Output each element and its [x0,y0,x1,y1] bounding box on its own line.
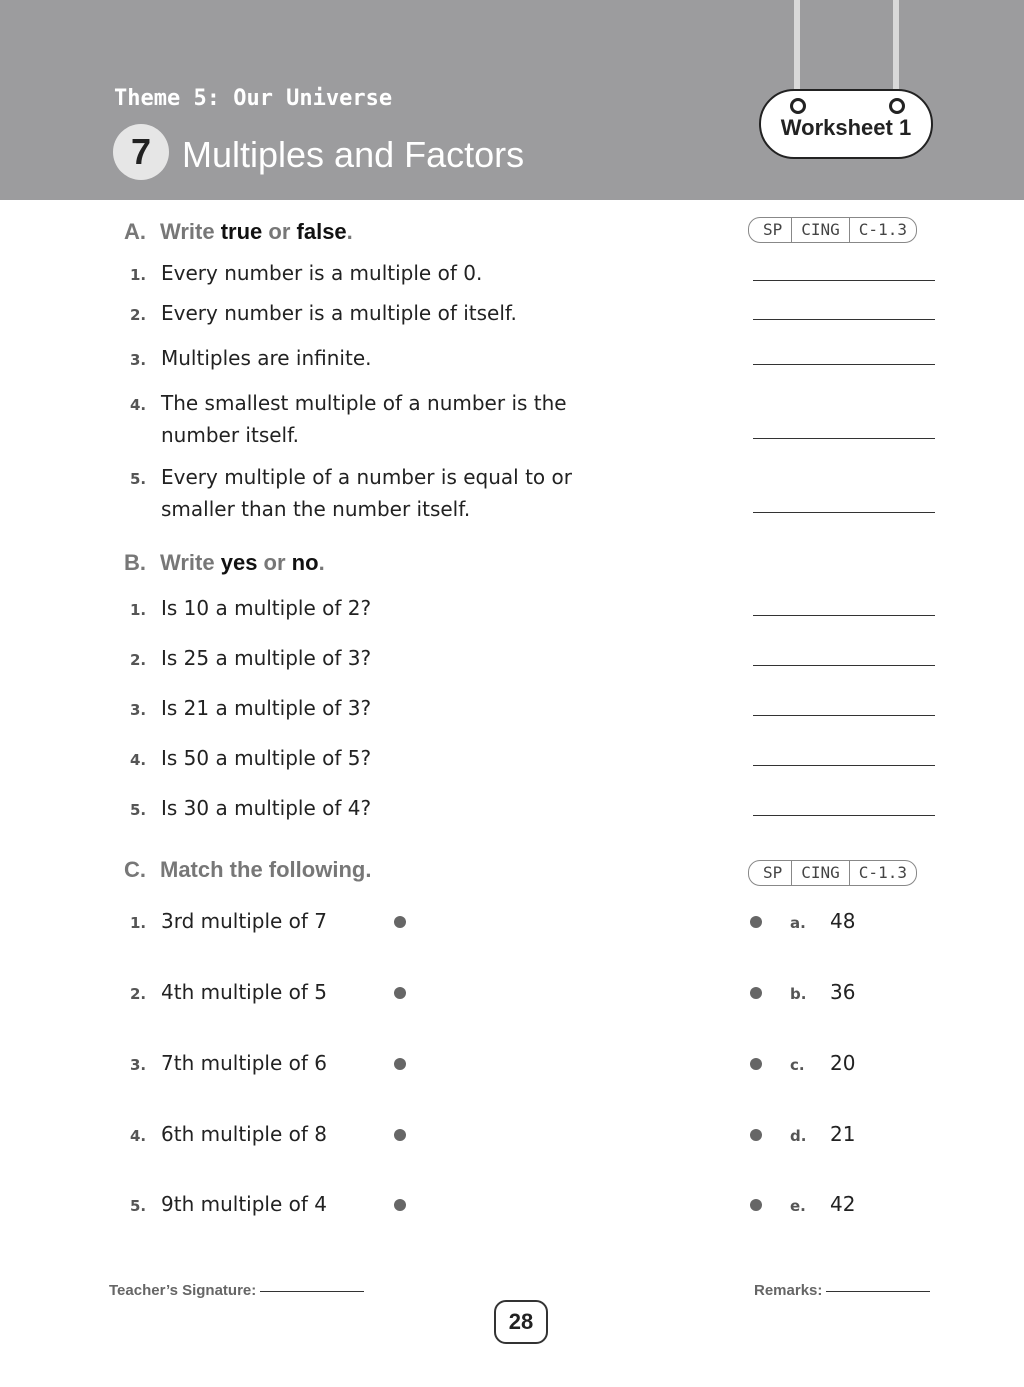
page-number [494,1300,548,1344]
match-dot-left-4[interactable] [394,1129,406,1141]
match-dot-left-1[interactable] [394,916,406,928]
question-number: 1. [130,914,147,932]
heading-text: . [346,219,353,244]
question-text-cont: number itself. [161,423,300,447]
answer-line-b3[interactable] [753,715,935,716]
header-banner [0,0,1024,200]
question-text: Is 10 a multiple of 2? [161,596,372,620]
signature-label: Teacher’s Signature: [109,1282,257,1299]
question-number: 5. [130,470,147,488]
answer-line-a1[interactable] [753,280,935,281]
match-dot-left-5[interactable] [394,1199,406,1211]
answer-line-b1[interactable] [753,615,935,616]
match-right-c [790,1048,855,1080]
heading-text: or [262,219,297,244]
answer-line-b2[interactable] [753,665,935,666]
question-text: Every number is a multiple of itself. [161,301,517,325]
question-number: 5. [130,801,147,819]
chapter-number: 7 [113,124,169,180]
section-c-heading [124,857,371,883]
option-text: 20 [830,1051,856,1075]
worksheet-label: Worksheet 1 [780,115,912,140]
heading-keyword: yes [220,550,258,575]
badge-hole-right [889,98,905,114]
option-letter: d. [790,1127,807,1145]
question-text: The smallest multiple of a number is the [161,391,567,415]
question-text: Is 30 a multiple of 4? [161,796,372,820]
answer-line-b4[interactable] [753,765,935,766]
match-left-3 [130,1048,327,1080]
skill-tag: C-1.3 [849,218,916,242]
heading-text: Match the following. [160,857,372,882]
theme-title: Theme 5: Our Universe [114,86,393,111]
question-text: Is 21 a multiple of 3? [161,696,372,720]
heading-text: . [318,550,325,575]
skill-tag: CING [791,218,849,242]
skill-tags-c [748,860,917,886]
skill-tag: C-1.3 [849,861,916,885]
heading-text: or [257,550,292,575]
section-letter: B. [124,550,146,575]
option-text: 48 [830,909,856,933]
option-letter: e. [790,1197,806,1215]
heading-keyword: false [296,219,347,244]
chapter-title: Multiples and Factors [182,134,525,175]
option-text: 21 [830,1122,856,1146]
match-left-4 [130,1119,327,1151]
match-right-d [790,1119,855,1151]
question-b2 [130,643,371,675]
match-text: 9th multiple of 4 [161,1192,327,1216]
match-text: 7th multiple of 6 [161,1051,327,1075]
match-right-b [790,977,855,1009]
match-right-e [790,1189,855,1221]
question-number: 3. [130,351,147,369]
remarks [754,1282,930,1299]
answer-line-a4[interactable] [753,438,935,439]
teacher-signature [109,1282,364,1299]
question-text: Multiples are infinite. [161,346,372,370]
skill-tag: SP [763,863,783,882]
worksheet-badge [759,89,933,159]
match-text: 4th multiple of 5 [161,980,327,1004]
page-number-text: 28 [508,1309,534,1334]
question-number: 4. [130,1127,147,1145]
question-a1 [130,258,482,290]
match-right-a [790,906,855,938]
skill-tag: CING [791,861,849,885]
question-a2 [130,298,517,330]
question-b5 [130,793,371,825]
match-left-5 [130,1189,327,1221]
match-dot-left-2[interactable] [394,987,406,999]
question-a4 [130,388,567,450]
question-number: 4. [130,396,147,414]
question-text: Is 50 a multiple of 5? [161,746,372,770]
question-text-cont: smaller than the number itself. [161,497,471,521]
question-number: 2. [130,306,147,324]
question-number: 3. [130,701,147,719]
match-dot-right-c[interactable] [750,1058,762,1070]
heading-text: Write [160,219,221,244]
question-number: 1. [130,266,147,284]
skill-tags-a [748,217,917,243]
question-number: 2. [130,651,147,669]
question-number: 3. [130,1056,147,1074]
option-letter: a. [790,914,806,932]
answer-line-a3[interactable] [753,364,935,365]
section-letter: A. [124,219,146,244]
option-text: 36 [830,980,856,1004]
question-b4 [130,743,371,775]
match-left-2 [130,977,327,1009]
section-letter: C. [124,857,146,882]
answer-line-b5[interactable] [753,815,935,816]
option-letter: b. [790,985,807,1003]
question-a3 [130,343,372,375]
question-text: Is 25 a multiple of 3? [161,646,372,670]
match-text: 3rd multiple of 7 [161,909,328,933]
remarks-line[interactable] [826,1291,930,1292]
question-number: 2. [130,985,147,1003]
match-dot-left-3[interactable] [394,1058,406,1070]
match-dot-right-b[interactable] [750,987,762,999]
question-b1 [130,593,371,625]
match-dot-right-a[interactable] [750,916,762,928]
heading-keyword: true [220,219,263,244]
match-dot-right-d[interactable] [750,1129,762,1141]
question-b3 [130,693,371,725]
skill-tag: SP [763,220,783,239]
section-a-heading [124,219,353,245]
hanger-string-left [794,0,800,100]
match-text: 6th multiple of 8 [161,1122,327,1146]
signature-line[interactable] [260,1291,364,1292]
question-number: 4. [130,751,147,769]
option-text: 42 [830,1192,856,1216]
answer-line-a5[interactable] [753,512,935,513]
match-left-1 [130,906,327,938]
section-b-heading [124,550,325,576]
answer-line-a2[interactable] [753,319,935,320]
heading-text: Write [160,550,221,575]
heading-keyword: no [291,550,319,575]
hanger-string-right [893,0,899,100]
match-dot-right-e[interactable] [750,1199,762,1211]
question-text: Every multiple of a number is equal to or [161,465,572,489]
badge-hole-left [790,98,806,114]
question-number: 1. [130,601,147,619]
remarks-label: Remarks: [754,1282,823,1299]
question-number: 5. [130,1197,147,1215]
question-text: Every number is a multiple of 0. [161,261,483,285]
option-letter: c. [790,1056,805,1074]
question-a5 [130,462,572,524]
